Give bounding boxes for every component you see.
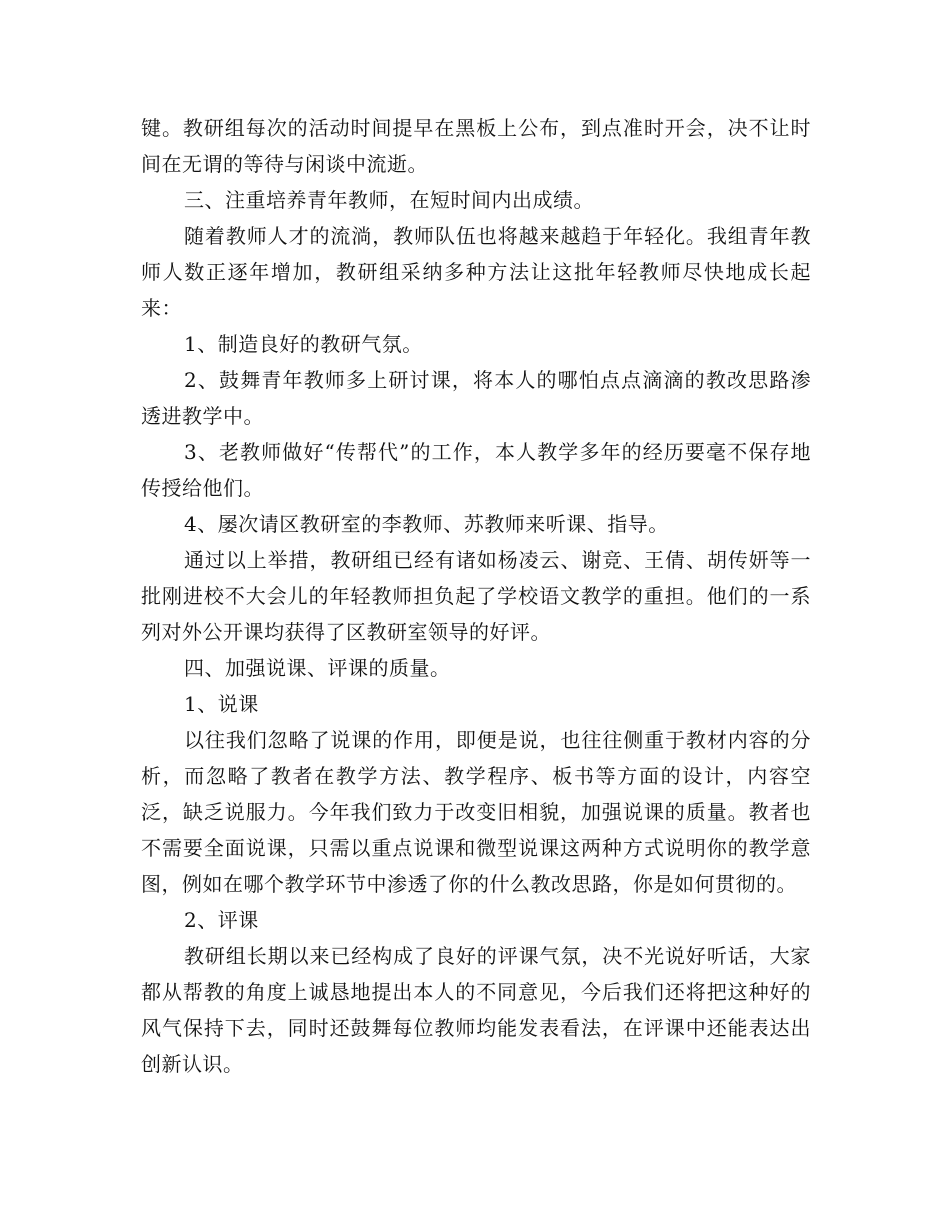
list-item: 1、制造良好的教研气氛。 — [184, 332, 423, 356]
paragraph: 以往我们忽略了说课的作用，即便是说，也往往侧重于教材内容的分析，而忽略了教者在教学方法、教学程序、板书等方面的设计，内容空泛，缺乏说服力。今年我们致力于改变旧相貌，加强说课的质量。教者也不需要全面说课，只需以重点说课和微型说课这两种方式说明你的教学意图，例如在哪个教学环节中渗透了你的什么教改思路，你是如何贯彻的。 — [141, 728, 811, 896]
paragraph: 键。教研组每次的活动时间提早在黑板上公布，到点准时开会，决不让时间在无谓的等待与闲谈中流逝。 — [141, 116, 811, 176]
subsection-heading: 2、评课 — [184, 908, 259, 932]
section-heading: 四、加强说课、评课的质量。 — [184, 656, 451, 680]
paragraph: 随着教师人才的流淌，教师队伍也将越来越趋于年轻化。我组青年教师人数正逐年增加，教研组采纳多种方法让这批年轻教师尽快地成长起来： — [141, 224, 811, 320]
list-item: 4、屡次请区教研室的李教师、苏教师来听课、指导。 — [184, 512, 669, 536]
paragraph: 教研组长期以来已经构成了良好的评课气氛，决不光说好听话，大家都从帮教的角度上诚恳地提出本人的不同意见，今后我们还将把这种好的风气保持下去，同时还鼓舞每位教师均能发表看法，在评课中还能表达出创新认识。 — [141, 944, 811, 1076]
list-item: 2、鼓舞青年教师多上研讨课，将本人的哪怕点点滴滴的教改思路渗透进教学中。 — [141, 368, 811, 428]
subsection-heading: 1、说课 — [184, 692, 259, 716]
list-item: 3、老教师做好“传帮代”的工作，本人教学多年的经历要毫不保存地传授给他们。 — [141, 440, 811, 500]
document-body — [141, 110, 811, 1082]
paragraph: 通过以上举措，教研组已经有诸如杨凌云、谢竞、王倩、胡传妍等一批刚进校不大会儿的年轻教师担负起了学校语文教学的重担。他们的一系列对外公开课均获得了区教研室领导的好评。 — [141, 548, 811, 644]
section-heading: 三、注重培养青年教师，在短时间内出成绩。 — [184, 188, 594, 212]
